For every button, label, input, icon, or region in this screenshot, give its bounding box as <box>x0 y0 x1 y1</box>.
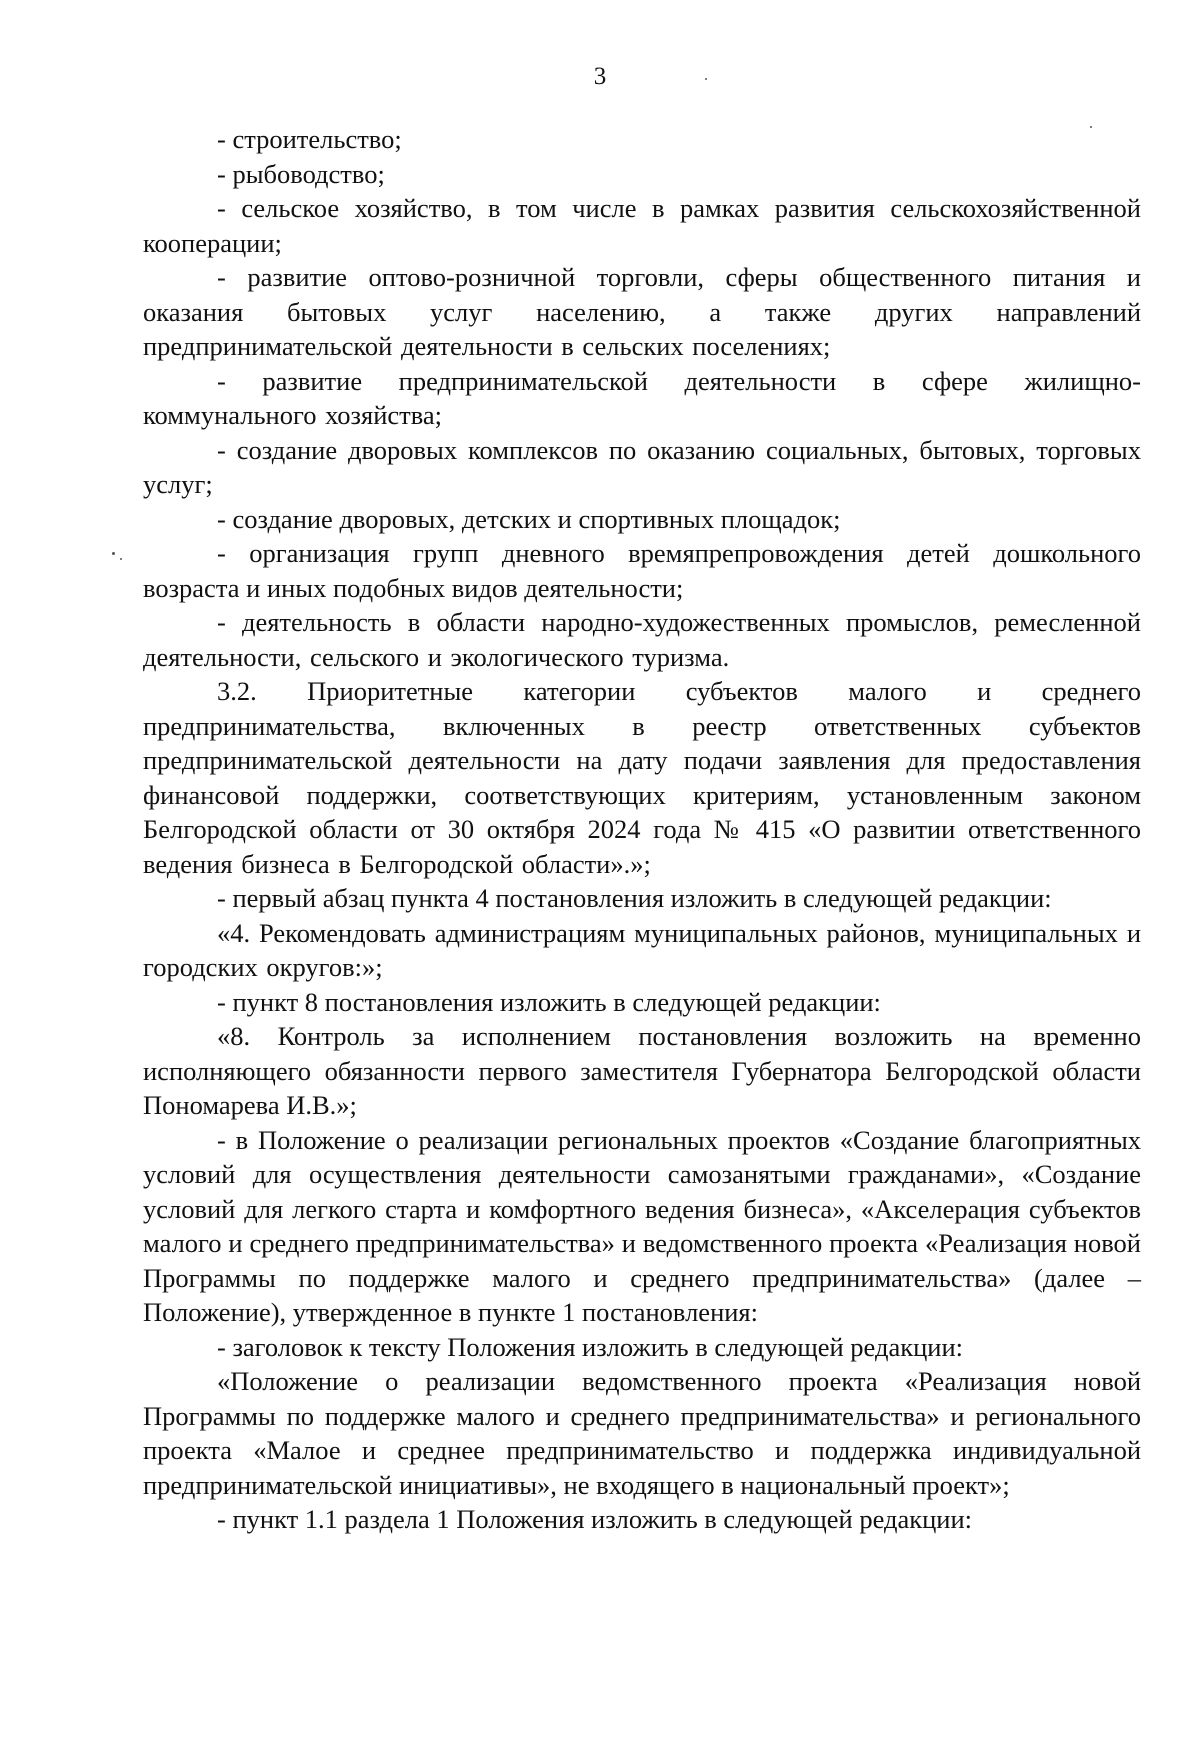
paragraph-heading-text: «Положение о реализации ведомственного проекта «Реализация новой Программы по поддержке малого и среднего предпринимательства» и регионального проекта «Малое и среднее предпринимательство и поддержка индивидуальной предпринимательской инициативы», не входящего в национальный проект»; <box>143 1366 1141 1500</box>
list-item-construction: - строительство; <box>217 124 402 154</box>
paragraph-heading-instruction: - заголовок к тексту Положения изложить в следующей редакции: <box>217 1331 963 1362</box>
paragraph-regulation-amendments: - в Положение о реализации региональных проектов «Создание благоприятных условий для осуществления деятельности самозанятыми гражданами», «Создание условий для легкого старта и комфортного ведения бизнеса», «Акселерация субъектов малого и среднего предпринимательства» и ведомственного проекта «Реализация новой Программы по поддержке малого и среднего предпринимательства» (далее – Положение), утвержденное в пункте 1 постановления: <box>143 1124 1141 1327</box>
scan-speck <box>1090 126 1092 128</box>
page-number: 3 <box>593 63 607 90</box>
list-item-housing: - развитие предпринимательской деятельности в сфере жилищно-коммунального хозяйства; <box>143 365 1141 430</box>
paragraph-item-8-text: «8. Контроль за исполнением постановления возложить на временно исполняющего обязанности первого заместителя Губернатора Белгородской области Пономарева И.В.»; <box>143 1021 1141 1120</box>
list-item-playgrounds: - создание дворовых, детских и спортивных площадок; <box>217 503 841 534</box>
list-item-fish-farming: - рыбоводство; <box>217 158 385 189</box>
list-item-crafts: - деятельность в области народно-художественных промыслов, ремесленной деятельности, сельского и экологического туризма. <box>143 607 1141 672</box>
paragraph-section-1-instruction: - пункт 1.1 раздела 1 Положения изложить в следующей редакции: <box>217 1504 973 1534</box>
paragraph-item-4-text: «4. Рекомендовать администрациям муниципальных районов, муниципальных и городских округов:»; <box>143 917 1141 982</box>
paragraph-3-2: 3.2. Приоритетные категории субъектов малого и среднего предпринимательства, включенных в реестр ответственных субъектов предпринимательской деятельности на дату подачи заявления для предоставления финансовой поддержки, соответствующих критериям, установленным законом Белгородской области от 30 октября 2024 года № 415 «О развитии ответственного ведения бизнеса в Белгородской области».»; <box>143 676 1141 879</box>
list-item-trade: - развитие оптово-розничной торговли, сферы общественного питания и оказания бытовых услуг населению, а также других направлений предпринимательской деятельности в сельских поселениях; <box>143 262 1141 361</box>
list-item-yard-complexes: - создание дворовых комплексов по оказанию социальных, бытовых, торговых услуг; <box>143 434 1141 499</box>
scan-speck <box>112 552 115 555</box>
scan-speck <box>120 558 122 560</box>
paragraph-item-8-instruction: - пункт 8 постановления изложить в следующей редакции: <box>217 986 881 1017</box>
list-item-child-groups: - организация групп дневного времяпрепровождения детей дошкольного возраста и иных подобных видов деятельности; <box>143 538 1141 603</box>
document-body <box>143 122 1141 1537</box>
scan-speck <box>705 78 707 80</box>
list-item-agriculture: - сельское хозяйство, в том числе в рамках развития сельскохозяйственной кооперации; <box>143 193 1141 258</box>
paragraph-item-4-instruction: - первый абзац пункта 4 постановления изложить в следующей редакции: <box>217 883 1052 913</box>
